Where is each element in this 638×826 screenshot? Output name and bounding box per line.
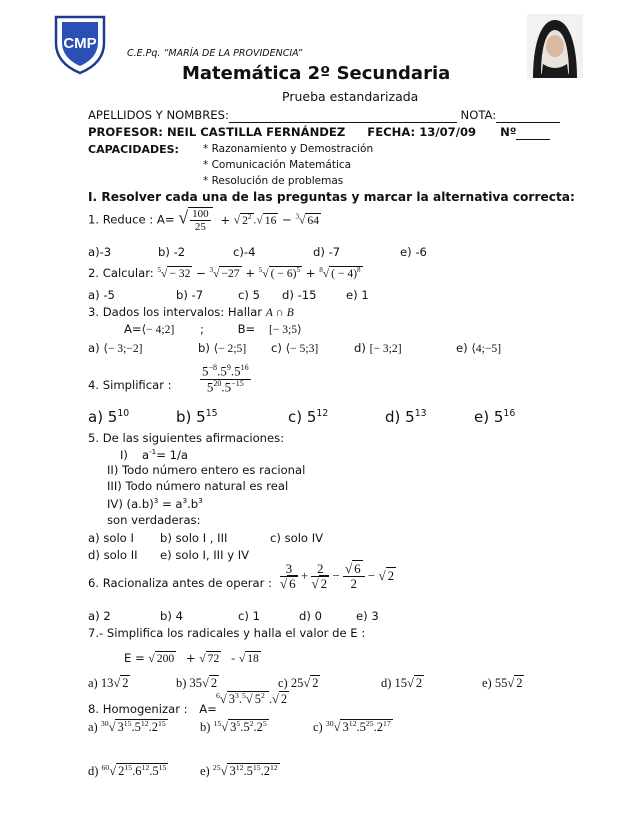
q1-option-c[interactable]: c)-4 bbox=[233, 245, 256, 259]
q7-option-e[interactable]: e) 55√ 2 bbox=[482, 676, 523, 690]
q6-option-d[interactable]: d) 0 bbox=[299, 609, 322, 623]
q4-option-e[interactable]: e) $5^{16}$ bbox=[474, 408, 516, 426]
number-label: Nº bbox=[500, 125, 517, 139]
portrait-image bbox=[527, 14, 583, 78]
q1-radical-64: 64 bbox=[307, 213, 320, 227]
q8-option-d[interactable]: d) $^{60}$√ $2^{15}.6^{12}.5^{15}$ bbox=[88, 763, 167, 779]
q2-option-c[interactable]: c) 5 bbox=[238, 288, 260, 302]
capacidades-label: CAPACIDADES: bbox=[88, 143, 179, 156]
q1-option-d[interactable]: d) -7 bbox=[313, 245, 341, 259]
names-line bbox=[88, 108, 560, 123]
q1-radical-16: 16 bbox=[264, 213, 277, 227]
q4-label: 4. Simplificar : bbox=[88, 378, 172, 392]
q6-option-a[interactable]: a) 2 bbox=[88, 609, 111, 623]
q2-option-d[interactable]: d) -15 bbox=[282, 288, 317, 302]
q8-option-b[interactable]: b) $^{15}$√ $3^5.5^2.2^5$ bbox=[200, 719, 267, 735]
q1-option-e[interactable]: e) -6 bbox=[400, 245, 427, 259]
section-heading: I. Resolver cada una de las preguntas y marcar la alternativa correcta: bbox=[88, 190, 575, 204]
q7-option-c[interactable]: c) 25√ 2 bbox=[278, 676, 319, 690]
q4-option-d[interactable]: d) $5^{13}$ bbox=[385, 408, 427, 426]
q8-option-e[interactable]: e) $^{25}$√ $3^{12}.5^{15}.2^{12}$ bbox=[200, 763, 278, 779]
q6-option-e[interactable]: e) 3 bbox=[356, 609, 379, 623]
q4-option-c[interactable]: c) $5^{12}$ bbox=[288, 408, 329, 426]
q5-option-b[interactable]: b) solo I , III bbox=[160, 531, 228, 545]
q6-expression: $\frac{3}{√ 6}$ + $\frac{2}{√ 2}$ − $\frac{√ 6}{2}$ − √ 2 bbox=[280, 561, 395, 592]
q5-statement-4: IV) $(a.b)^3 = a^3.b^3$ bbox=[107, 496, 203, 511]
q1-fraction: $\frac{100}{25}$ bbox=[188, 207, 213, 233]
q2-option-e[interactable]: e) 1 bbox=[346, 288, 369, 302]
names-label: APELLIDOS Y NOMBRES: bbox=[88, 108, 229, 122]
q2-option-a[interactable]: a) -5 bbox=[88, 288, 115, 302]
q7-expression: E = √ 200 + √ 72 - √ 18 bbox=[124, 651, 259, 665]
q5-option-e[interactable]: e) solo I, III y IV bbox=[160, 548, 250, 562]
date-label: FECHA: bbox=[367, 125, 416, 139]
q5-statement-2: II) Todo número entero es racional bbox=[107, 463, 306, 477]
capacidad-1: * Razonamiento y Demostración bbox=[203, 143, 374, 155]
school-name: C.E.Pq. “MARÍA DE LA PROVIDENCIA” bbox=[127, 48, 303, 59]
teacher-line bbox=[88, 125, 550, 140]
q7-option-a[interactable]: a) 13√ 2 bbox=[88, 676, 129, 690]
question-8: 8. Homogenizar : A= bbox=[88, 702, 217, 716]
q6-label: 6. Racionaliza antes de operar : bbox=[88, 576, 272, 590]
school-logo bbox=[52, 13, 108, 75]
q2-label: 2. Calcular: bbox=[88, 266, 154, 280]
q5-option-d[interactable]: d) solo II bbox=[88, 548, 138, 562]
number-field[interactable] bbox=[516, 125, 550, 140]
q3-sets: A=⟨− 4;2] ; B= [− 3;5⟩ bbox=[124, 322, 302, 336]
q5-statement-1: I) $a^{-1}= 1/a$ bbox=[120, 447, 189, 462]
q3-label: 3. Dados los intervalos: Hallar bbox=[88, 305, 263, 319]
svg-text:CMP: CMP bbox=[63, 35, 97, 52]
q2-option-b[interactable]: b) -7 bbox=[176, 288, 204, 302]
q8-option-c[interactable]: c) $^{30}$√ $3^{12}.5^{25}.2^{17}$ bbox=[313, 719, 391, 735]
q5-statement-5: son verdaderas: bbox=[107, 513, 201, 527]
teacher-name: NEIL CASTILLA FERNÁNDEZ bbox=[166, 125, 346, 139]
q3-option-e[interactable]: e) ⟨4;−5] bbox=[456, 341, 502, 355]
q4-fraction: $\frac{5^{-8}.5^9.5^{16}}{5^{20}.5^{-15}}$ bbox=[202, 363, 249, 394]
q6-option-c[interactable]: c) 1 bbox=[238, 609, 260, 623]
q3-option-a[interactable]: a) ⟨− 3;−2] bbox=[88, 341, 143, 355]
q1-option-a[interactable]: a)-3 bbox=[88, 245, 112, 259]
q1-option-b[interactable]: b) -2 bbox=[158, 245, 186, 259]
q3-option-c[interactable]: c) ⟨− 5;3] bbox=[271, 341, 319, 355]
capacidad-3: * Resolución de problemas bbox=[203, 175, 344, 187]
q5-option-c[interactable]: c) solo IV bbox=[270, 531, 324, 545]
page-title: Matemática 2º Secundaria bbox=[182, 63, 451, 84]
q8-label: 8. Homogenizar : bbox=[88, 702, 188, 716]
q5-statement-3: III) Todo número natural es real bbox=[107, 479, 289, 493]
q5-label: 5. De las siguientes afirmaciones: bbox=[88, 431, 285, 445]
q1-label: 1. Reduce : A= bbox=[88, 212, 175, 227]
question-2: 2. Calcular: $^5$√ − 32 − $^3$√ −27 + $^5$√ ( − 6)$^5$ + $^8$√ ( − 4)$^8$ bbox=[88, 266, 361, 280]
page-subtitle: Prueba estandarizada bbox=[282, 89, 419, 104]
q8-expression: $^6$√ $3^3.^5√$ $5^2$ .√ 2 bbox=[216, 691, 288, 707]
q7-label: 7.- Simplifica los radicales y halla el valor de E : bbox=[88, 626, 366, 640]
q6-option-b[interactable]: b) 4 bbox=[160, 609, 183, 623]
capacidad-2: * Comunicación Matemática bbox=[203, 159, 352, 171]
q7-option-d[interactable]: d) 15√ 2 bbox=[381, 676, 423, 690]
question-3: 3. Dados los intervalos: Hallar A ∩ B bbox=[88, 305, 294, 319]
shield-icon bbox=[52, 13, 108, 75]
grade-label: NOTA: bbox=[460, 108, 497, 122]
names-field[interactable] bbox=[229, 108, 457, 123]
q4-option-b[interactable]: b) $5^{15}$ bbox=[176, 408, 218, 426]
q1-radical-2: $2^2$ bbox=[242, 212, 252, 227]
q3-option-d[interactable]: d) [− 3;2] bbox=[354, 341, 402, 355]
q7-option-b[interactable]: b) 35√ 2 bbox=[176, 676, 218, 690]
q4-option-a[interactable]: a) $5^{10}$ bbox=[88, 408, 130, 426]
date-value: 13/07/09 bbox=[419, 125, 477, 139]
q3-option-b[interactable]: b) ⟨− 2;5] bbox=[198, 341, 247, 355]
q5-option-a[interactable]: a) solo I bbox=[88, 531, 134, 545]
teacher-label: PROFESOR: bbox=[88, 125, 163, 139]
question-1: 1. Reduce : A= √ $\frac{100}{25}$ + √ $2^2$ .√ 16 − $^3$√ 64 bbox=[88, 207, 320, 234]
grade-field[interactable] bbox=[496, 108, 560, 123]
portrait-icon bbox=[527, 14, 583, 78]
q8-option-a[interactable]: a) $^{30}$√ $3^{15}.5^{12}.2^{15}$ bbox=[88, 719, 166, 735]
